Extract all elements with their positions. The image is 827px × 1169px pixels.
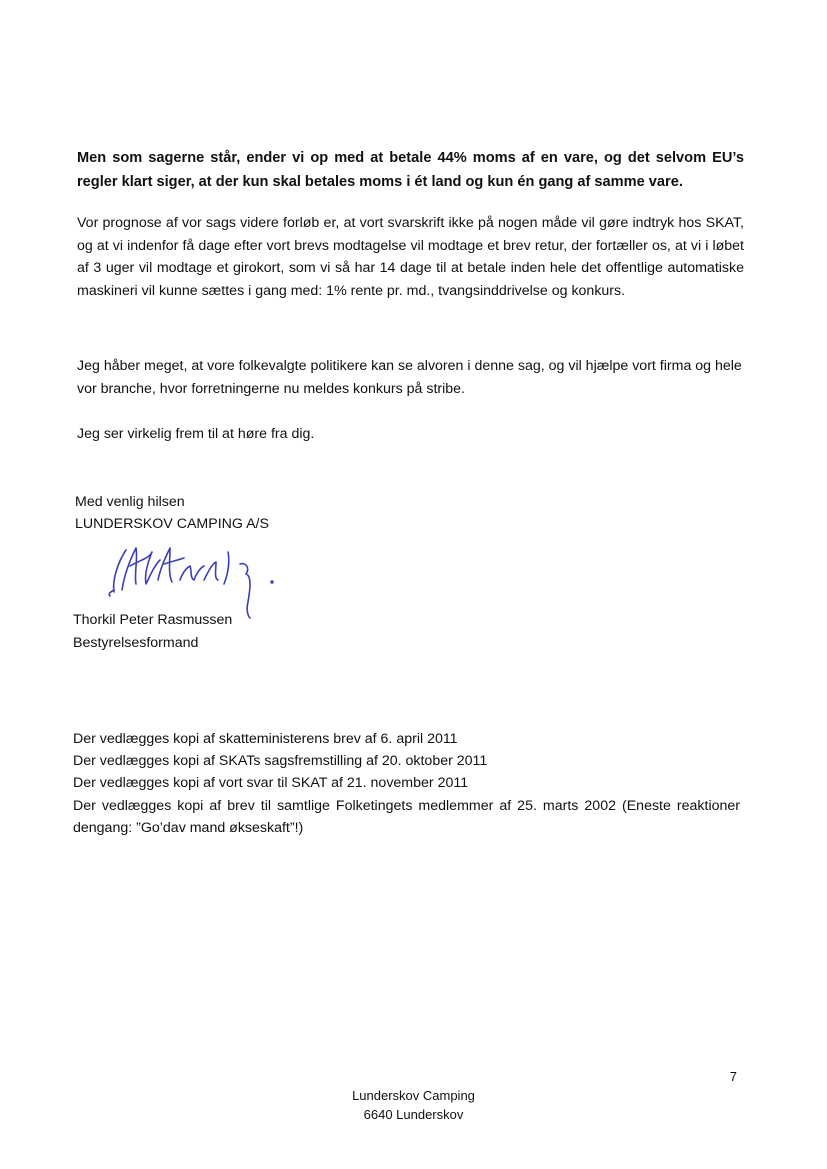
enclosure-item: Der vedlægges kopi af brev til samtlige Folketingets medlemmer af 25. marts 2002 (Eneste reaktioner dengang: ”Go’dav mand økseskaft”!) — [73, 797, 740, 836]
footer-address: 6640 Lunderskov — [363, 1107, 464, 1122]
footer-company: Lunderskov Camping — [352, 1088, 475, 1103]
handwritten-signature — [100, 540, 280, 620]
bold-paragraph: Men som sagerne står, ender vi op med at betale 44% moms af en vare, og det selvom EU’s regler klart siger, at der kun skal betales moms i ét land og kun én gang af samme vare. — [77, 150, 744, 190]
enclosures-list — [73, 728, 740, 839]
closing-company: LUNDERSKOV CAMPING A/S — [75, 516, 269, 532]
paragraph-haaber: Jeg håber meget, at vore folkevalgte politikere kan se alvoren i denne sag, og vil hjælpe vort firma og hele vor branche, hvor forretningerne nu meldes konkurs på stribe. — [77, 358, 742, 397]
signer-name: Thorkil Peter Rasmussen — [73, 612, 233, 628]
enclosure-item: Der vedlægges kopi af vort svar til SKAT af 21. november 2011 — [73, 775, 469, 792]
enclosure-item: Der vedlægges kopi af skatteministerens brev af 6. april 2011 — [73, 731, 458, 747]
paragraph-ser-frem: Jeg ser virkelig frem til at høre fra dig. — [77, 426, 315, 442]
page-number: 7 — [729, 1069, 737, 1084]
paragraph-prognose: Vor prognose af vor sags videre forløb er, at vort svarskrift ikke på nogen måde vil gøre indtryk hos SKAT, og at vi indenfor få dage efter vort brevs modtagelse vil modtage et brev retur, der fortæller os, at vi i løbet af 3 uger vil modtage et girokort, som vi så har 14 dage til at betale inden hele det offentlige automatiske maskineri vil kunne sættes i gang med: 1% rente pr. md., tvangsinddrivelse og konkurs. — [77, 215, 744, 299]
footer — [0, 1086, 827, 1124]
enclosure-item: Der vedlægges kopi af SKATs sagsfremstilling af 20. oktober 2011 — [73, 753, 488, 770]
closing-greeting: Med venlig hilsen — [75, 494, 185, 510]
signer-title: Bestyrelsesformand — [73, 635, 199, 651]
